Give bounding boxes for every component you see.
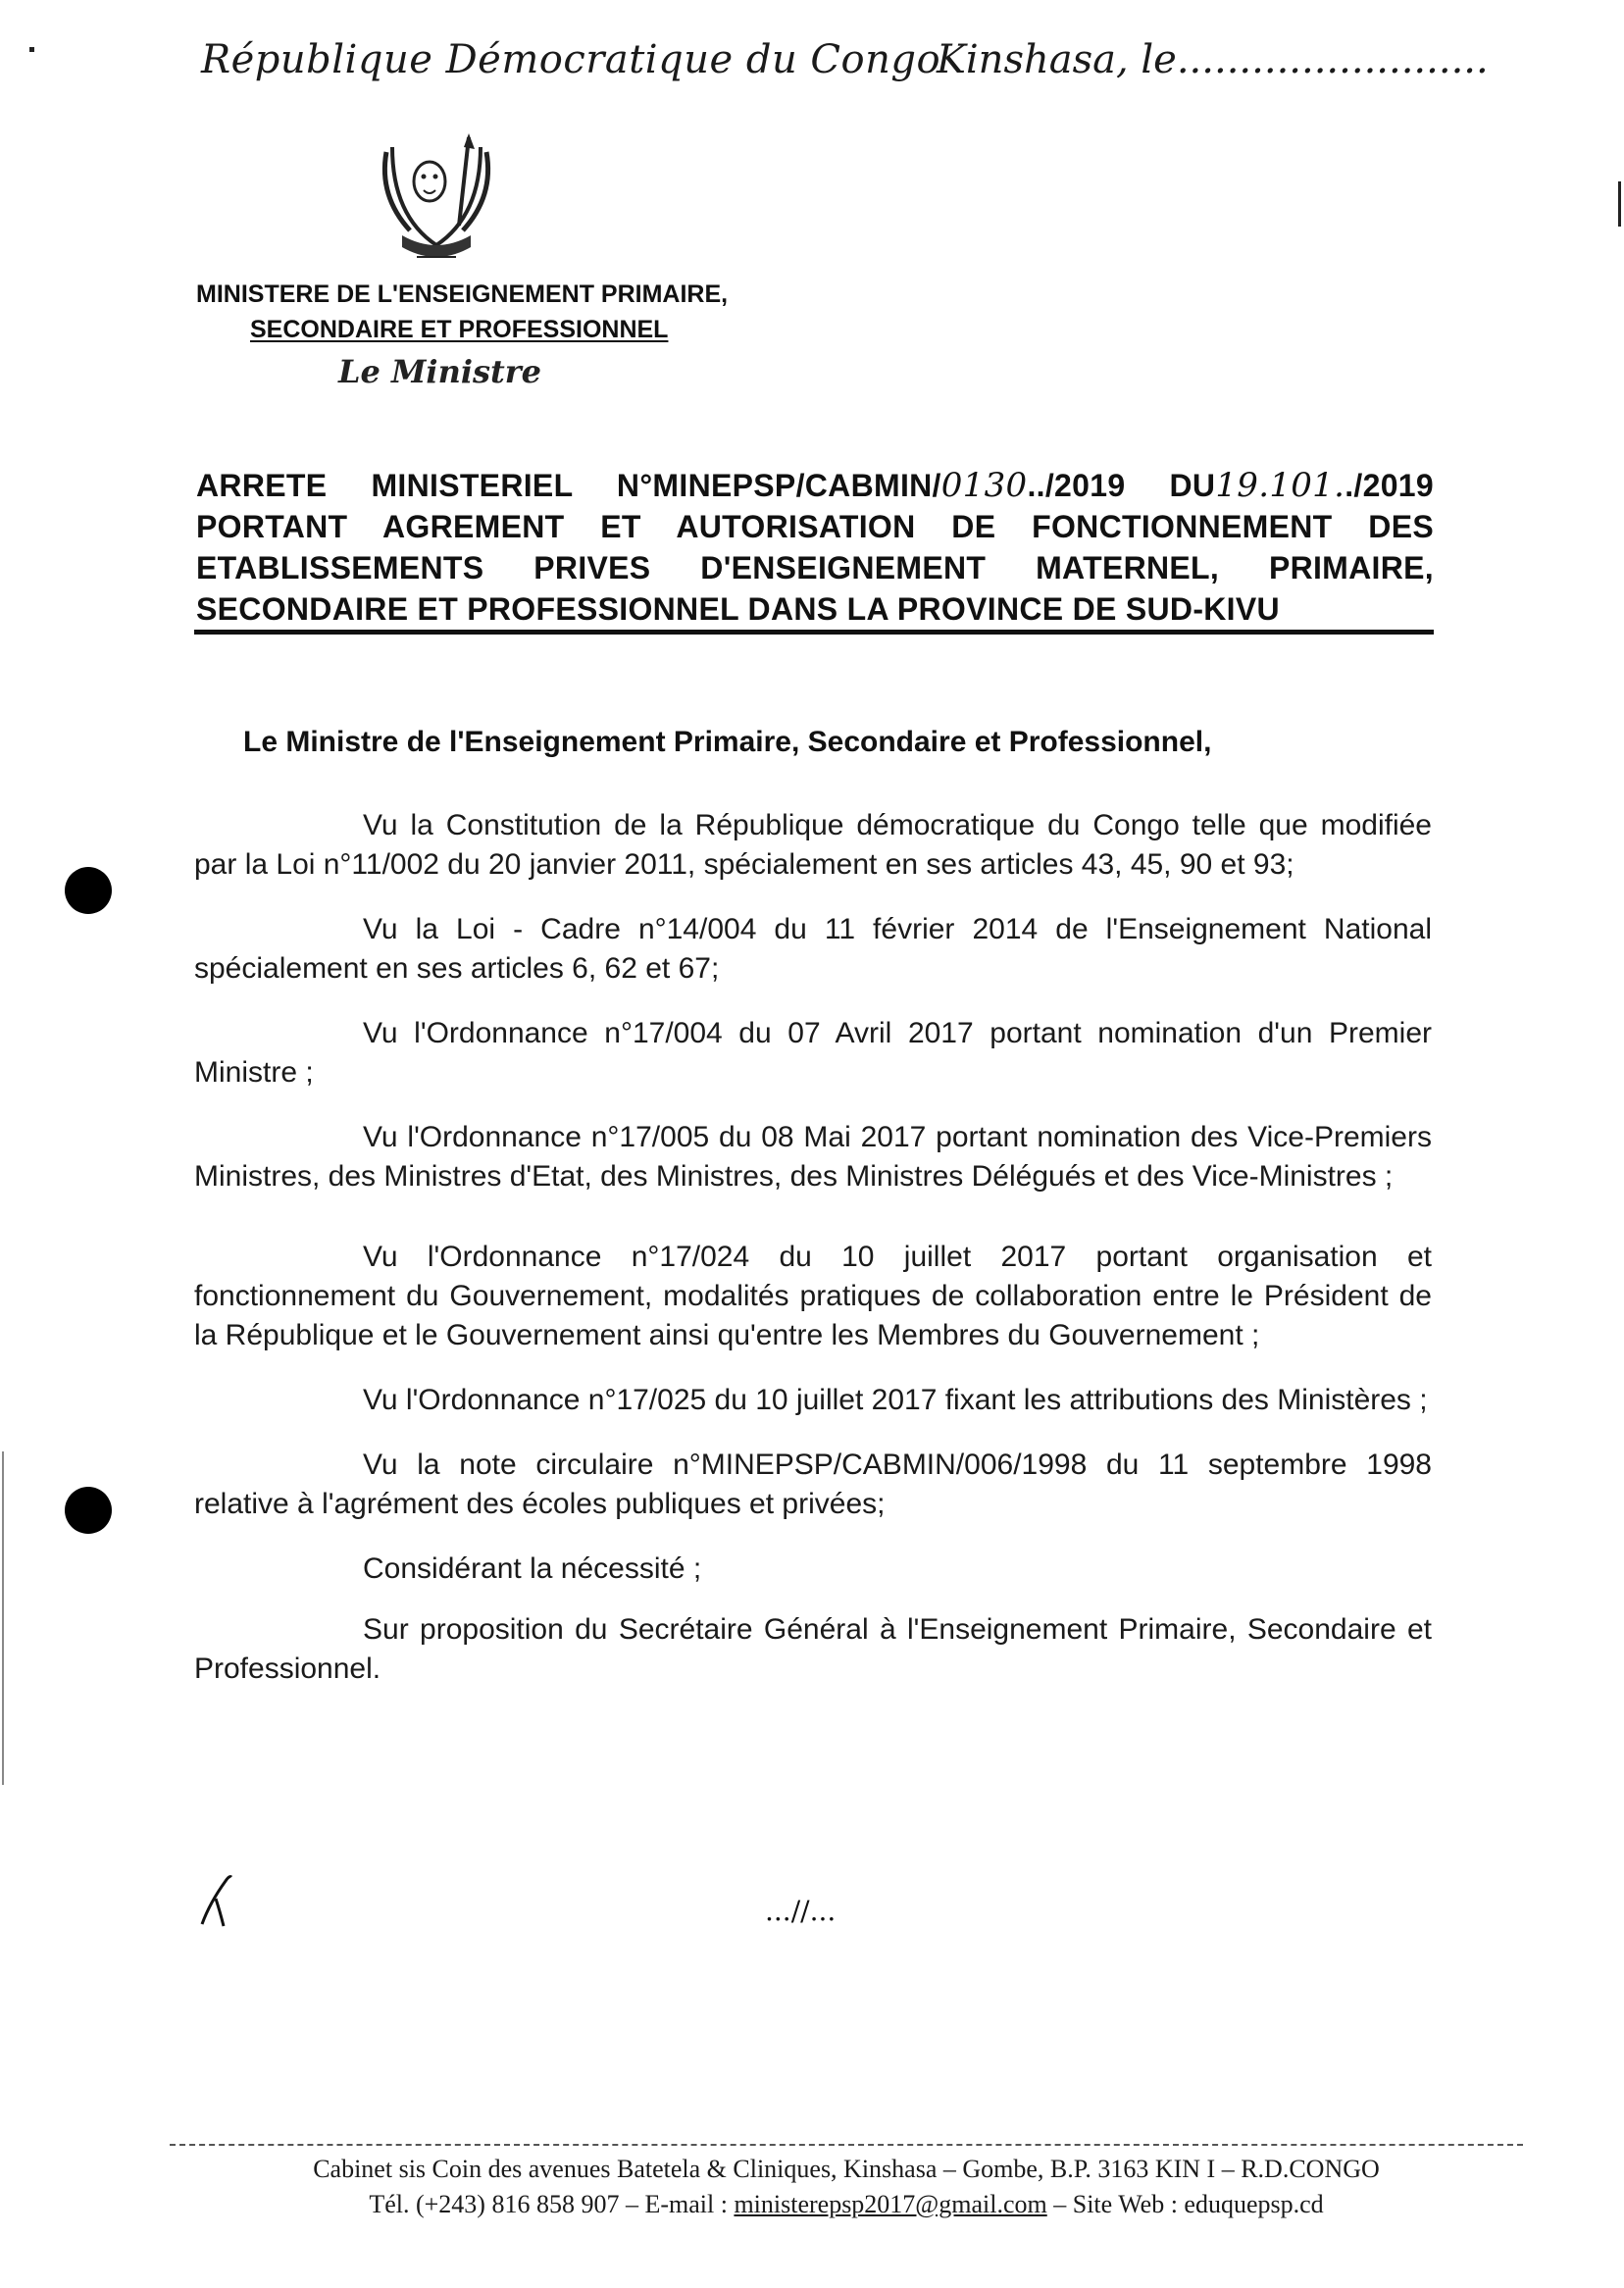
paragraph-ordonnance-17-004: Vu l'Ordonnance n°17/004 du 07 Avril 2017 portant nomination d'un Premier Ministre ; [194,1017,1432,1089]
paragraph-ordonnance-17-025: Vu l'Ordonnance n°17/025 du 10 juillet 2017 fixant les attributions des Ministères ; [363,1384,1428,1416]
coat-of-arms-icon [373,127,500,275]
paragraph-proposition: Sur proposition du Secrétaire Général à l'Enseignement Primaire, Secondaire et Professionnel. [194,1613,1432,1685]
ministry-heading [196,277,728,347]
footer-divider [170,2144,1523,2146]
title-line4: SECONDAIRE ET PROFESSIONNEL DANS LA PROVINCE DE SUD-KIVU [196,591,1280,627]
punch-hole-top [65,867,112,914]
scan-edge-mark [29,47,34,52]
footer-phone: Tél. (+243) 816 858 907 – E-mail : [369,2190,728,2218]
footer-website: – Site Web : eduquepsp.cd [1053,2190,1324,2218]
continuation-mark: ...//... [765,1895,837,1927]
title-line1 [196,465,1434,506]
place-date: Kinshasa, le......................... [937,37,1489,82]
decree-body [194,806,1432,1714]
footer-contact [170,2187,1523,2222]
scan-edge-mark [1618,181,1621,227]
paragraph-ordonnance-17-005: Vu l'Ordonnance n°17/005 du 08 Mai 2017 portant nomination des Vice-Premiers Ministres, des Ministres d'Etat, des Ministres, des Ministres Délégués et des Vice-Ministres ; [194,1121,1432,1193]
preamble: Le Ministre de l'Enseignement Primaire, Secondaire et Professionnel, [243,726,1212,758]
country-heading: République Démocratique du Congo [201,37,941,82]
paragraph-note-circulaire: Vu la note circulaire n°MINEPSP/CABMIN/006/1998 du 11 septembre 1998 relative à l'agrément des écoles publiques et privées; [194,1449,1432,1520]
ministry-line1: MINISTERE DE L'ENSEIGNEMENT PRIMAIRE, [196,280,729,308]
punch-hole-bottom [65,1487,112,1534]
decree-date: 19.101. [1215,466,1345,505]
scan-edge-mark [2,1451,4,1785]
title-line2: PORTANT AGREMENT ET AUTORISATION DE FONCTIONNEMENT DES [196,509,1434,544]
title-underline [194,630,1434,635]
minister-label: Le Ministre [338,353,542,390]
ministry-line2: SECONDAIRE ET PROFESSIONNEL [250,316,669,343]
footer-address: Cabinet sis Coin des avenues Batetela & Cliniques, Kinshasa – Gombe, B.P. 3163 KIN I – R.D.CONGO [313,2155,1380,2183]
paragraph-ordonnance-17-024: Vu l'Ordonnance n°17/024 du 10 juillet 2017 portant organisation et fonctionnement du Gouvernement, modalités pratiques de collaboration entre le Président de la République et le Gouvernement ainsi qu'entre les Membres du Gouvernement ; [194,1241,1432,1351]
decree-number: 0130 [940,466,1028,505]
paragraph-considerant: Considérant la nécessité ; [363,1552,702,1585]
initial-mark-icon [196,1863,245,1932]
title-prefix: ARRETE MINISTERIEL N°MINEPSP/CABMIN/ [196,468,941,503]
title-suffix: ./2019 [1345,468,1434,503]
paragraph-constitution: Vu la Constitution de la République démocratique du Congo telle que modifiée par la Loi n°11/002 du 20 janvier 2011, spécialement en ses articles 43, 45, 90 et 93; [194,809,1432,881]
decree-title [196,465,1434,630]
title-mid: ../2019 DU [1027,468,1216,503]
footer-email-link[interactable]: ministerepsp2017@gmail.com [734,2190,1047,2218]
paragraph-loi-cadre: Vu la Loi - Cadre n°14/004 du 11 février 2014 de l'Enseignement National spécialement en ses articles 6, 62 et 67; [194,913,1432,985]
title-line3: ETABLISSEMENTS PRIVES D'ENSEIGNEMENT MATERNEL, PRIMAIRE, [196,550,1434,585]
footer [170,2152,1523,2222]
